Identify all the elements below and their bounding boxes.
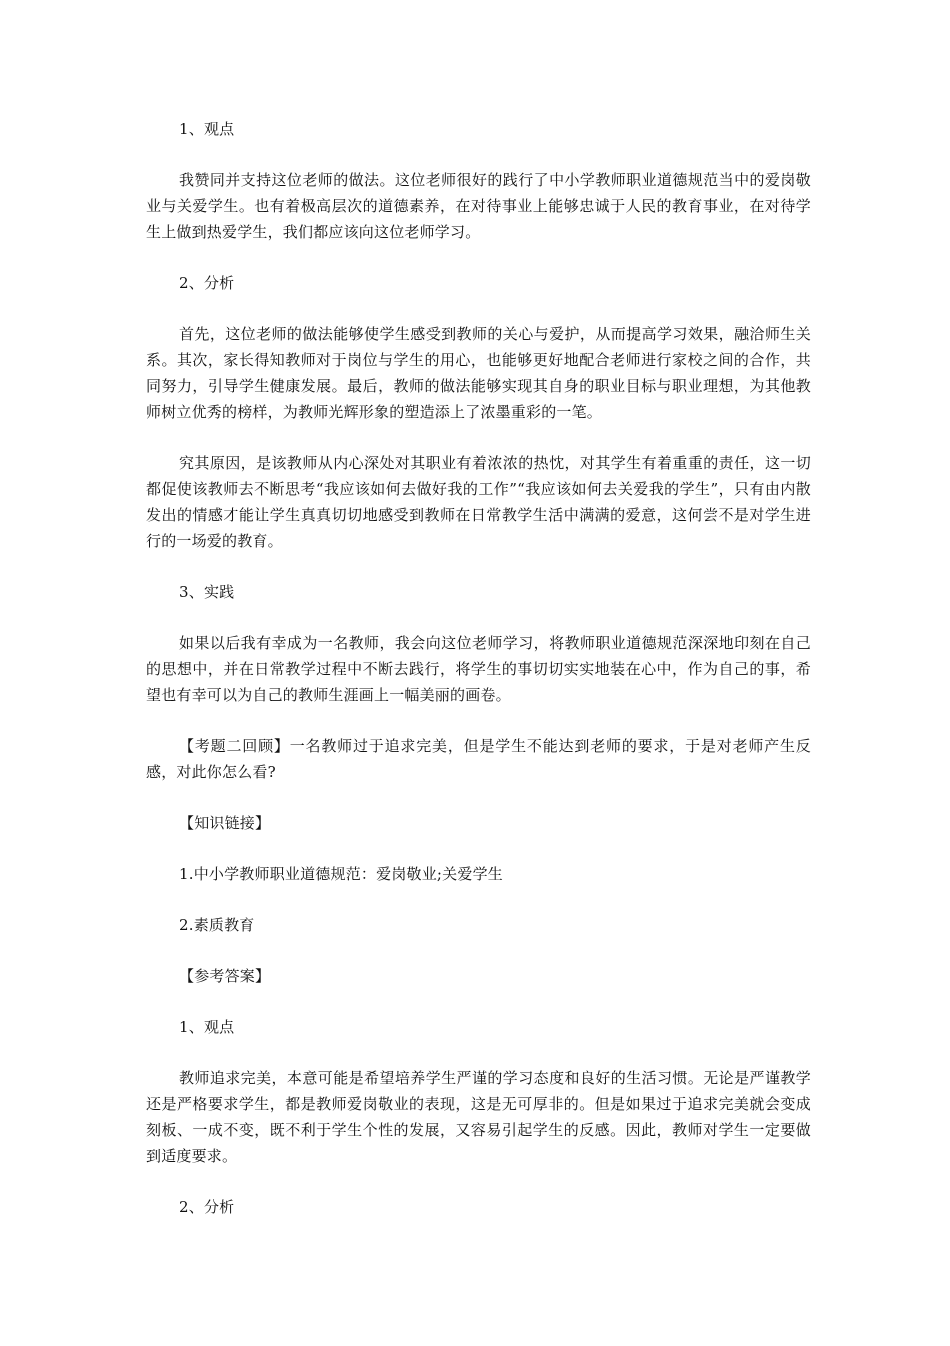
knowledge-item-2: 2.素质教育 <box>179 916 255 934</box>
heading-practice: 3、实践 <box>179 583 235 601</box>
exam-question-two: 【考题二回顾】一名教师过于追求完美，但是学生不能达到老师的要求，于是对老师产生反感，对此你怎么看? <box>146 737 811 781</box>
heading-knowledge-link: 【知识链接】 <box>179 814 271 832</box>
heading-analysis: 2、分析 <box>179 274 235 292</box>
paragraph-analysis-first: 首先，这位老师的做法能够使学生感受到教师的关心与爱护，从而提高学习效果，融洽师生关系。其次，家长得知教师对于岗位与学生的用心，也能够更好地配合老师进行家校之间的合作，共同努力，引导学生健康发展。最后，教师的做法能够实现其自身的职业目标与职业理想，为其他教师树立优秀的榜样，为教师光辉形象的塑造添上了浓墨重彩的一笔。 <box>146 325 811 421</box>
paragraph-analysis-reason: 究其原因，是该教师从内心深处对其职业有着浓浓的热忱，对其学生有着重重的责任，这一切都促使该教师去不断思考“我应该如何去做好我的工作”“我应该如何去关爱我的学生”，只有由内散发出的情感才能让学生真真切切地感受到教师在日常教学生活中满满的爱意，这何尝不是对学生进行的一场爱的教育。 <box>146 454 811 550</box>
heading-analysis-2: 2、分析 <box>179 1198 235 1216</box>
heading-reference-answer: 【参考答案】 <box>179 967 271 985</box>
paragraph-practice: 如果以后我有幸成为一名教师，我会向这位老师学习，将教师职业道德规范深深地印刻在自己的思想中，并在日常教学过程中不断去践行，将学生的事切切实实地装在心中，作为自己的事，希望也有幸可以为自己的教师生涯画上一幅美丽的画卷。 <box>146 634 811 704</box>
paragraph-viewpoint-2: 教师追求完美，本意可能是希望培养学生严谨的学习态度和良好的生活习惯。无论是严谨教学还是严格要求学生，都是教师爱岗敬业的表现，这是无可厚非的。但是如果过于追求完美就会变成刻板、一成不变，既不利于学生个性的发展，又容易引起学生的反感。因此，教师对学生一定要做到适度要求。 <box>146 1069 811 1165</box>
heading-viewpoint-2: 1、观点 <box>179 1018 235 1036</box>
document-page <box>146 116 811 1220</box>
heading-viewpoint: 1、观点 <box>179 120 235 138</box>
knowledge-item-1: 1.中小学教师职业道德规范：爱岗敬业;关爱学生 <box>179 865 503 883</box>
paragraph-viewpoint: 我赞同并支持这位老师的做法。这位老师很好的践行了中小学教师职业道德规范当中的爱岗敬业与关爱学生。也有着极高层次的道德素养，在对待事业上能够忠诚于人民的教育事业，在对待学生上做到热爱学生，我们都应该向这位老师学习。 <box>146 171 811 241</box>
